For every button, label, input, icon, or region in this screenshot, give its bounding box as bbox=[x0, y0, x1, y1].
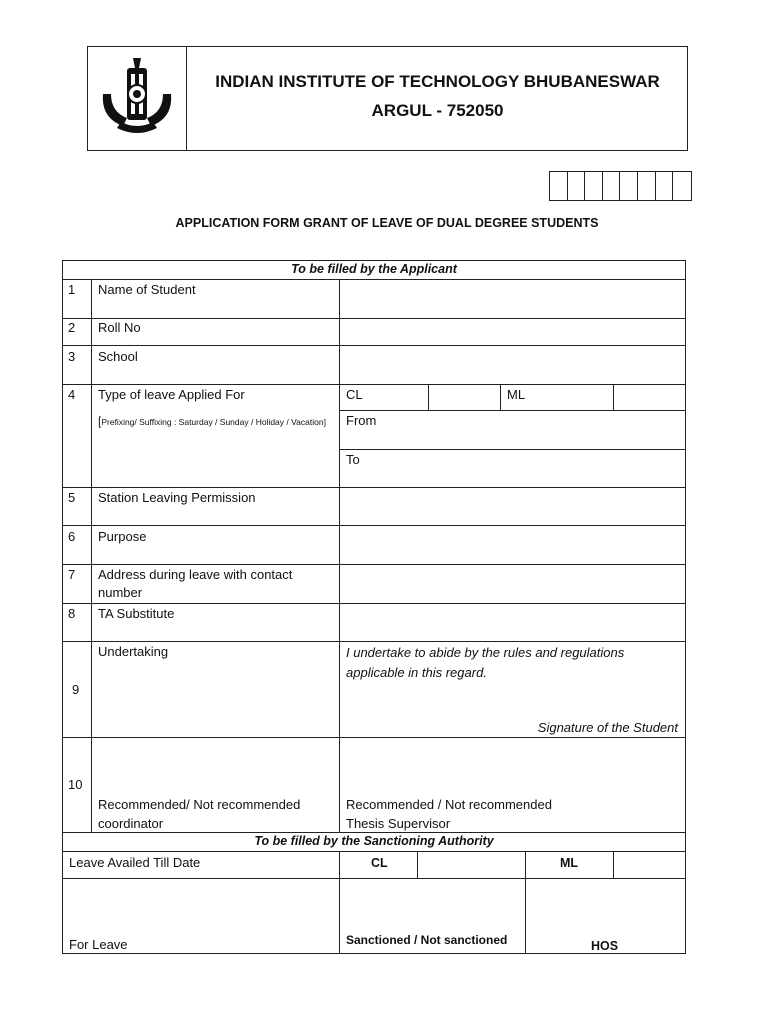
ta-substitute-field[interactable] bbox=[340, 604, 685, 640]
supervisor-line-1: Recommended / Not recommended bbox=[346, 797, 552, 812]
roll-digit-box[interactable] bbox=[620, 172, 638, 200]
leave-availed-label: Leave Availed Till Date bbox=[69, 855, 201, 870]
authority-cl-field[interactable] bbox=[418, 852, 524, 877]
table-line bbox=[339, 851, 340, 953]
row-number: 9 bbox=[72, 682, 80, 697]
undertaking-label: Undertaking bbox=[98, 644, 169, 659]
from-date-field[interactable] bbox=[390, 411, 684, 448]
prefix-suffix-note: [Prefixing/ Suffixing : Saturday / Sunday / Holiday / Vacation] bbox=[98, 414, 326, 428]
table-line bbox=[500, 384, 501, 410]
row-number: 1 bbox=[68, 282, 76, 297]
table-line bbox=[62, 851, 686, 852]
to-label: To bbox=[346, 452, 360, 467]
authority-ml-label: ML bbox=[560, 856, 579, 870]
table-border bbox=[685, 260, 686, 954]
institute-address: ARGUL - 752050 bbox=[371, 101, 504, 120]
roll-no-label: Roll No bbox=[98, 320, 141, 335]
row-number: 5 bbox=[68, 490, 76, 505]
authority-cl-label: CL bbox=[371, 856, 388, 870]
applicant-section-heading: To be filled by the Applicant bbox=[291, 262, 457, 276]
roll-no-field[interactable] bbox=[340, 319, 685, 344]
roll-digit-box[interactable] bbox=[568, 172, 586, 200]
ml-field[interactable] bbox=[614, 385, 684, 409]
ml-label: ML bbox=[507, 387, 526, 402]
roll-digit-box[interactable] bbox=[638, 172, 656, 200]
form-title: APPLICATION FORM GRANT OF LEAVE OF DUAL DEGREE STUDENTS bbox=[175, 216, 599, 230]
school-label: School bbox=[98, 349, 138, 364]
coordinator-line-2: coordinator bbox=[98, 816, 164, 831]
table-line bbox=[62, 641, 686, 642]
roll-digit-box[interactable] bbox=[585, 172, 603, 200]
row-number: 8 bbox=[68, 606, 76, 621]
address-label: Address during leave with contact number bbox=[98, 567, 293, 600]
roll-number-boxes[interactable] bbox=[549, 171, 692, 201]
roll-digit-box[interactable] bbox=[656, 172, 674, 200]
name-of-student-label: Name of Student bbox=[98, 282, 196, 297]
coordinator-line-1: Recommended/ Not recommended bbox=[98, 797, 301, 812]
table-line bbox=[62, 384, 686, 385]
row-number: 6 bbox=[68, 529, 76, 544]
table-line bbox=[62, 260, 686, 261]
sanctioned-label: Sanctioned / Not sanctioned bbox=[346, 933, 508, 947]
row-number: 3 bbox=[68, 349, 76, 364]
school-field[interactable] bbox=[340, 346, 685, 383]
roll-digit-box[interactable] bbox=[603, 172, 621, 200]
table-border bbox=[62, 260, 63, 954]
ta-substitute-label: TA Substitute bbox=[98, 606, 175, 621]
table-line bbox=[62, 737, 686, 738]
row-number: 4 bbox=[68, 387, 76, 402]
authority-ml-field[interactable] bbox=[614, 852, 684, 877]
station-leaving-label: Station Leaving Permission bbox=[98, 490, 256, 505]
name-of-student-field[interactable] bbox=[340, 280, 685, 317]
undertaking-text: I undertake to abide by the rules and regulations applicable in this regard. bbox=[346, 645, 625, 680]
table-line bbox=[62, 878, 686, 879]
address-field[interactable] bbox=[340, 565, 685, 602]
purpose-label: Purpose bbox=[98, 529, 147, 544]
authority-section-heading: To be filled by the Sanctioning Authority bbox=[254, 834, 494, 848]
roll-digit-box[interactable] bbox=[550, 172, 568, 200]
institute-name: INDIAN INSTITUTE OF TECHNOLOGY BHUBANESWAR bbox=[215, 72, 660, 91]
type-of-leave-label: Type of leave Applied For bbox=[98, 387, 245, 402]
hos-label: HOS bbox=[591, 939, 619, 953]
table-line bbox=[91, 279, 92, 832]
row-number: 7 bbox=[68, 567, 76, 582]
station-leaving-field[interactable] bbox=[340, 488, 685, 524]
to-date-field[interactable] bbox=[380, 450, 684, 486]
row-number: 10 bbox=[68, 777, 83, 792]
student-signature-label: Signature of the Student bbox=[537, 720, 678, 735]
supervisor-line-2: Thesis Supervisor bbox=[346, 816, 451, 831]
table-line bbox=[525, 851, 526, 953]
purpose-field[interactable] bbox=[340, 526, 685, 563]
institute-logo-icon bbox=[87, 46, 187, 151]
cl-label: CL bbox=[346, 387, 363, 402]
roll-digit-box[interactable] bbox=[673, 172, 691, 200]
for-leave-label: For Leave bbox=[69, 937, 128, 952]
logo-cell bbox=[87, 46, 187, 151]
from-label: From bbox=[346, 413, 377, 428]
cl-field[interactable] bbox=[429, 385, 499, 409]
row-number: 2 bbox=[68, 320, 76, 335]
